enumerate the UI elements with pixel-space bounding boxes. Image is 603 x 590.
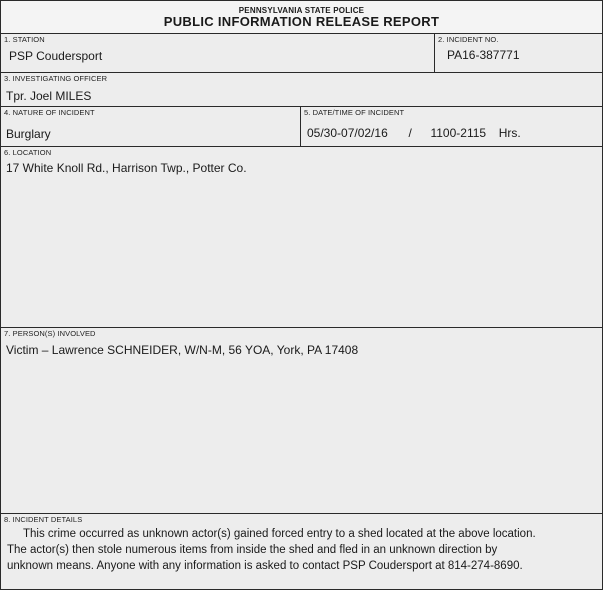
location-label: 6. LOCATION <box>4 148 52 157</box>
nature-value: Burglary <box>6 127 51 141</box>
report-header <box>1 1 602 33</box>
incident-number-value: PA16-387771 <box>447 48 520 62</box>
details-narrative <box>1 524 602 574</box>
incident-time: 1100-2115 <box>430 126 487 140</box>
time-unit: Hrs. <box>498 126 521 140</box>
persons-section <box>1 327 602 513</box>
datetime-section <box>300 106 602 146</box>
persons-label: 7. PERSON(S) INVOLVED <box>4 329 96 338</box>
officer-label: 3. INVESTIGATING OFFICER <box>4 74 108 83</box>
details-section <box>1 513 602 589</box>
incident-number-section <box>434 33 602 72</box>
details-line: The actor(s) then stole numerous items from inside the shed and fled in an unknown direction by <box>7 544 498 556</box>
incident-number-label: 2. INCIDENT NO. <box>438 35 499 44</box>
datetime-label: 5. DATE/TIME OF INCIDENT <box>304 108 405 117</box>
nature-label: 4. NATURE OF INCIDENT <box>4 108 95 117</box>
incident-date: 05/30-07/02/16 <box>307 126 388 140</box>
details-line: unknown means. Anyone with any information is asked to contact PSP Coudersport at 814-274-8690. <box>7 560 523 572</box>
location-section <box>1 146 602 327</box>
details-line: This crime occurred as unknown actor(s) gained forced entry to a shed located at the above location. <box>23 528 536 540</box>
station-label: 1. STATION <box>4 35 45 44</box>
details-label: 8. INCIDENT DETAILS <box>4 515 83 524</box>
date-time-separator: / <box>408 126 412 140</box>
report-title: PUBLIC INFORMATION RELEASE REPORT <box>163 14 440 29</box>
officer-section <box>1 72 602 106</box>
persons-value: Victim – Lawrence SCHNEIDER, W/N-M, 56 YOA, York, PA 17408 <box>6 343 359 357</box>
nature-section <box>1 106 300 146</box>
station-value: PSP Coudersport <box>9 49 103 63</box>
agency-name: PENNSYLVANIA STATE POLICE <box>238 6 365 15</box>
datetime-value <box>301 117 602 140</box>
officer-value: Tpr. Joel MILES <box>6 89 92 103</box>
station-section <box>1 33 434 72</box>
location-value: 17 White Knoll Rd., Harrison Twp., Potter Co. <box>6 161 247 175</box>
